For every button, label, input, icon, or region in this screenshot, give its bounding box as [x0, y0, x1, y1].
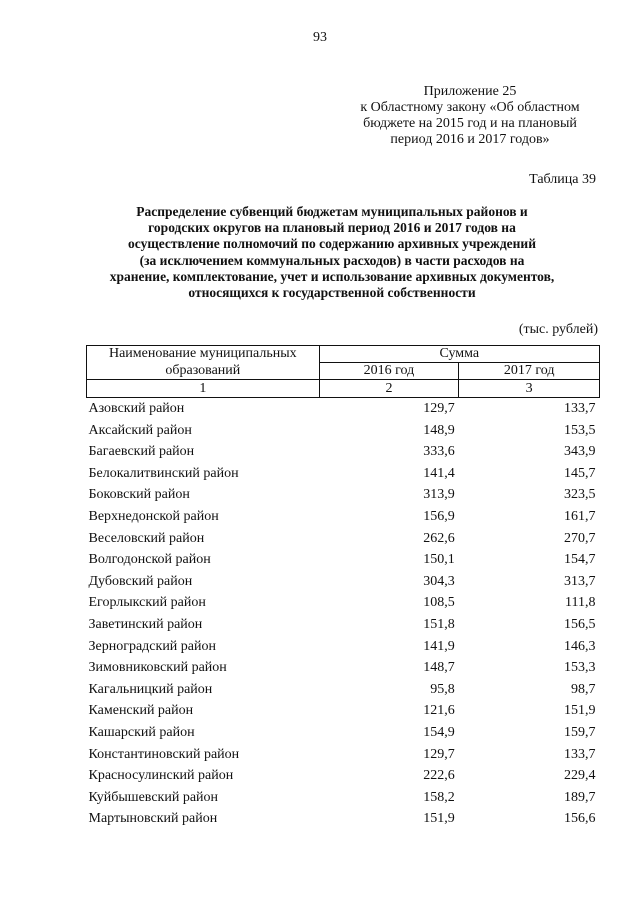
value-2017: 153,5 [564, 422, 596, 438]
column-index-3: 3 [459, 380, 600, 398]
appendix-line: к Областному закону «Об областном [360, 100, 580, 115]
appendix-line: период 2016 и 2017 годов» [390, 132, 550, 147]
district-name: Кагальницкий район [88, 681, 213, 697]
value-2016: 108,5 [423, 595, 455, 611]
district-name: Егорлыкский район [88, 595, 206, 611]
value-2016: 141,9 [423, 638, 455, 654]
district-name: Веселовский район [88, 530, 205, 546]
value-2016: 129,7 [423, 401, 455, 416]
column-index-1: 1 [87, 380, 320, 398]
appendix-line: Приложение 25 [423, 84, 517, 99]
value-2017: 133,7 [564, 401, 596, 416]
district-name: Дубовский район [88, 573, 193, 589]
table-label: Таблица 39 [529, 172, 596, 187]
value-2016: 148,9 [423, 422, 455, 438]
value-2016: 154,9 [423, 724, 455, 740]
district-name: Мартыновский район [88, 811, 218, 827]
value-2017: 189,7 [564, 789, 596, 805]
table-row [87, 441, 600, 463]
district-name: Багаевский район [88, 444, 195, 460]
title-line: городских округов на плановый период 2016 и 2017 годов на [148, 220, 516, 236]
value-2016: 262,6 [423, 530, 455, 546]
table-row [87, 398, 600, 420]
value-2017: 159,7 [564, 724, 596, 740]
value-2017: 146,3 [564, 638, 596, 654]
district-name: Константиновский район [88, 746, 240, 762]
value-2016: 151,9 [423, 811, 455, 827]
district-name: Красносулинский район [88, 768, 234, 784]
table-row [87, 484, 600, 506]
value-2016: 95,8 [430, 681, 455, 697]
value-2016: 158,2 [423, 789, 455, 805]
value-2017: 343,9 [564, 444, 596, 460]
value-2016: 333,6 [423, 444, 455, 460]
title-line: осуществление полномочий по содержанию архивных учреждений [128, 236, 536, 252]
table-row [87, 808, 600, 830]
page-number: 93 [313, 30, 327, 45]
table-row [87, 744, 600, 766]
district-name: Куйбышевский район [88, 789, 219, 805]
table-row [87, 722, 600, 744]
value-2017: 153,3 [564, 660, 596, 676]
title-line: (за исключением коммунальных расходов) в части расходов на [139, 252, 525, 268]
title-line: Распределение субвенций бюджетам муниципальных районов и [136, 204, 528, 219]
value-2017: 145,7 [564, 465, 596, 481]
value-2016: 313,9 [423, 487, 455, 503]
district-name: Заветинский район [88, 616, 203, 632]
subsidies-table [86, 345, 600, 830]
value-2017: 161,7 [564, 508, 596, 524]
table-row [87, 506, 600, 528]
document-title [72, 204, 592, 301]
value-2017: 133,7 [564, 746, 596, 762]
header-2016: 2016 год [319, 363, 459, 380]
value-2016: 304,3 [423, 573, 455, 589]
header-sum: Сумма [319, 346, 599, 363]
district-name: Волгодонской район [88, 552, 211, 568]
district-name: Зерноградский район [88, 638, 216, 654]
header-name: Наименование муниципальных образований [87, 346, 320, 380]
table-row [87, 420, 600, 442]
value-2016: 141,4 [423, 465, 455, 481]
district-name: Каменский район [88, 703, 194, 719]
value-2016: 150,1 [423, 552, 455, 568]
table-row [87, 614, 600, 636]
value-2016: 121,6 [423, 703, 455, 719]
column-index-2: 2 [319, 380, 459, 398]
value-2016: 222,6 [423, 768, 455, 784]
value-2017: 111,8 [565, 595, 596, 611]
district-name: Кашарский район [88, 724, 195, 740]
district-name: Верхнедонской район [88, 508, 219, 524]
table-row [87, 679, 600, 701]
units-label: (тыс. рублей) [518, 322, 598, 337]
value-2017: 98,7 [571, 681, 596, 697]
value-2017: 270,7 [564, 530, 596, 546]
table-row [87, 549, 600, 571]
value-2016: 151,8 [423, 616, 455, 632]
table-row [87, 592, 600, 614]
value-2017: 151,9 [564, 703, 596, 719]
value-2016: 148,7 [423, 660, 455, 676]
table-body [87, 398, 600, 830]
district-name: Аксайский район [88, 422, 192, 438]
district-name: Белокалитвинский район [88, 465, 239, 481]
appendix-note [330, 84, 610, 148]
value-2017: 323,5 [564, 487, 596, 503]
title-line: хранение, комплектование, учет и использование архивных документов, [109, 268, 555, 284]
value-2017: 156,6 [564, 811, 596, 827]
value-2017: 156,5 [564, 616, 596, 632]
header-2017: 2017 год [459, 363, 600, 380]
district-name: Боковский район [88, 487, 190, 503]
value-2017: 229,4 [564, 768, 596, 784]
district-name: Зимовниковский район [88, 660, 227, 676]
table-row [87, 657, 600, 679]
table-row [87, 700, 600, 722]
table-row [87, 463, 600, 485]
district-name: Азовский район [88, 401, 185, 416]
title-line: относящихся к государственной собственности [188, 285, 476, 301]
table-row [87, 636, 600, 658]
value-2016: 156,9 [423, 508, 455, 524]
table-row [87, 528, 600, 550]
appendix-line: бюджете на 2015 год и на плановый [363, 116, 577, 131]
table-row [87, 571, 600, 593]
value-2016: 129,7 [423, 746, 455, 762]
table-row [87, 765, 600, 787]
table-row [87, 787, 600, 809]
value-2017: 313,7 [564, 573, 596, 589]
value-2017: 154,7 [564, 552, 596, 568]
